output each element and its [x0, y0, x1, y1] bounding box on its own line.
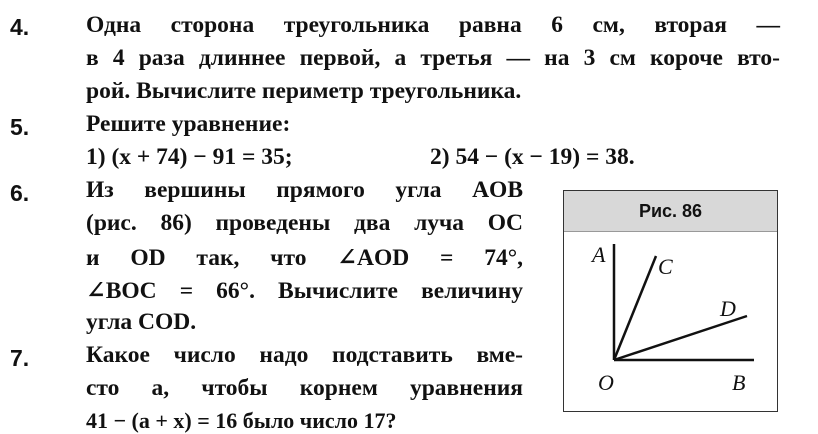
problem-6-line-1: Из вершины прямого угла AOB: [86, 177, 523, 203]
problem-6-line-3: и OD так, что ∠AOD = 74°,: [86, 245, 523, 271]
problem-4-line-1: Одна сторона треугольника равна 6 см, вторая —: [86, 12, 780, 38]
problem-4-number: 4.: [10, 14, 30, 40]
problem-4-line-3: рой. Вычислите периметр треугольника.: [86, 78, 522, 104]
ray-od: [614, 316, 747, 360]
figure-caption: Рис. 86: [564, 191, 777, 232]
label-o: O: [598, 370, 614, 395]
problem-7-number: 7.: [10, 345, 30, 371]
angle-diagram: [564, 232, 777, 410]
problem-5-equation-1: 1) (x + 74) − 91 = 35;: [86, 144, 293, 170]
label-c: C: [658, 254, 673, 279]
label-d: D: [720, 296, 736, 321]
problem-5-line-1: Решите уравнение:: [86, 111, 291, 137]
problem-6-line-4: ∠BOC = 66°. Вычислите величину: [86, 278, 523, 304]
label-a: A: [592, 242, 606, 267]
problem-6-line-2: (рис. 86) проведены два луча OC: [86, 210, 523, 236]
problem-7-line-1: Какое число надо подставить вме-: [86, 342, 523, 368]
figure-86: [563, 190, 778, 412]
problem-6-line-5: угла COD.: [86, 309, 197, 335]
problem-4-line-2: в 4 раза длиннее первой, а третья — на 3 см короче вто-: [86, 45, 780, 71]
problem-5-equation-2: 2) 54 − (x − 19) = 38.: [430, 144, 635, 170]
problem-7-line-3: 41 − (a + x) = 16 было число 17?: [86, 408, 397, 433]
ray-oc: [614, 256, 656, 360]
problem-6-number: 6.: [10, 180, 30, 206]
problem-5-number: 5.: [10, 114, 30, 140]
label-b: B: [732, 370, 746, 395]
problem-7-line-2: сто a, чтобы корнем уравнения: [86, 375, 523, 401]
